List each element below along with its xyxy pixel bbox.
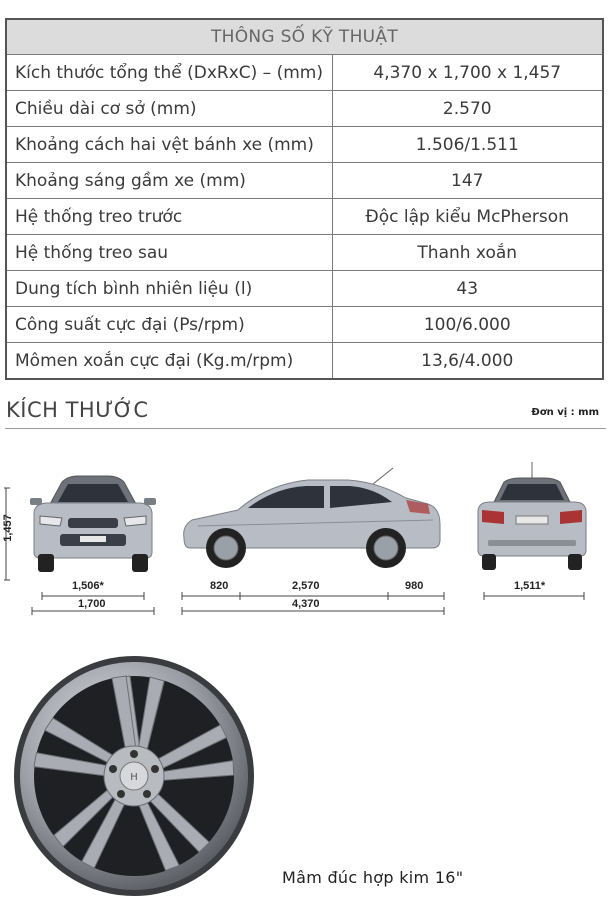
spec-label: Kích thước tổng thể (DxRxC) – (mm) [6, 55, 332, 91]
alloy-wheel-image [10, 652, 258, 900]
spec-label: Hệ thống treo trước [6, 199, 332, 235]
spec-value: 147 [332, 163, 603, 199]
svg-text:H: H [130, 772, 138, 783]
spec-value: 2.570 [332, 91, 603, 127]
dimensions-title: KÍCH THƯỚC [6, 398, 149, 422]
spec-value: 100/6.000 [332, 307, 603, 343]
spec-label: Khoảng cách hai vệt bánh xe (mm) [6, 127, 332, 163]
spec-value: 13,6/4.000 [332, 343, 603, 380]
spec-label: Khoảng sáng gầm xe (mm) [6, 163, 332, 199]
spec-value: 4,370 x 1,700 x 1,457 [332, 55, 603, 91]
spec-label: Hệ thống treo sau [6, 235, 332, 271]
wheel-caption: Mâm đúc hợp kim 16" [282, 868, 464, 887]
height-value: 1,457 [1, 514, 14, 542]
length-value: 4,370 [292, 598, 320, 610]
spec-label: Dung tích bình nhiên liệu (l) [6, 271, 332, 307]
table-row [6, 235, 603, 271]
spec-label: Chiều dài cơ sở (mm) [6, 91, 332, 127]
spec-value: Thanh xoắn [332, 235, 603, 271]
table-row [6, 343, 603, 380]
wheelbase-value: 2,570 [292, 580, 320, 592]
table-row [6, 91, 603, 127]
rear-overhang-value: 980 [405, 580, 424, 592]
table-row [6, 271, 603, 307]
table-row [6, 127, 603, 163]
table-row [6, 55, 603, 91]
front-overhang-value: 820 [210, 580, 229, 592]
spec-value: Độc lập kiểu McPherson [332, 199, 603, 235]
spec-value: 1.506/1.511 [332, 127, 603, 163]
front-track-value: 1,506* [72, 580, 104, 592]
unit-label: Đơn vị : mm [531, 407, 599, 418]
spec-value: 43 [332, 271, 603, 307]
rear-track-value: 1,511* [514, 580, 546, 592]
spec-table-title: THÔNG SỐ KỸ THUẬT [6, 19, 603, 55]
table-row [6, 199, 603, 235]
spec-label: Công suất cực đại (Ps/rpm) [6, 307, 332, 343]
width-value: 1,700 [78, 598, 106, 610]
table-row [6, 163, 603, 199]
spec-label: Mômen xoắn cực đại (Kg.m/rpm) [6, 343, 332, 380]
spec-table [5, 18, 604, 380]
table-row [6, 307, 603, 343]
section-divider [5, 428, 606, 429]
